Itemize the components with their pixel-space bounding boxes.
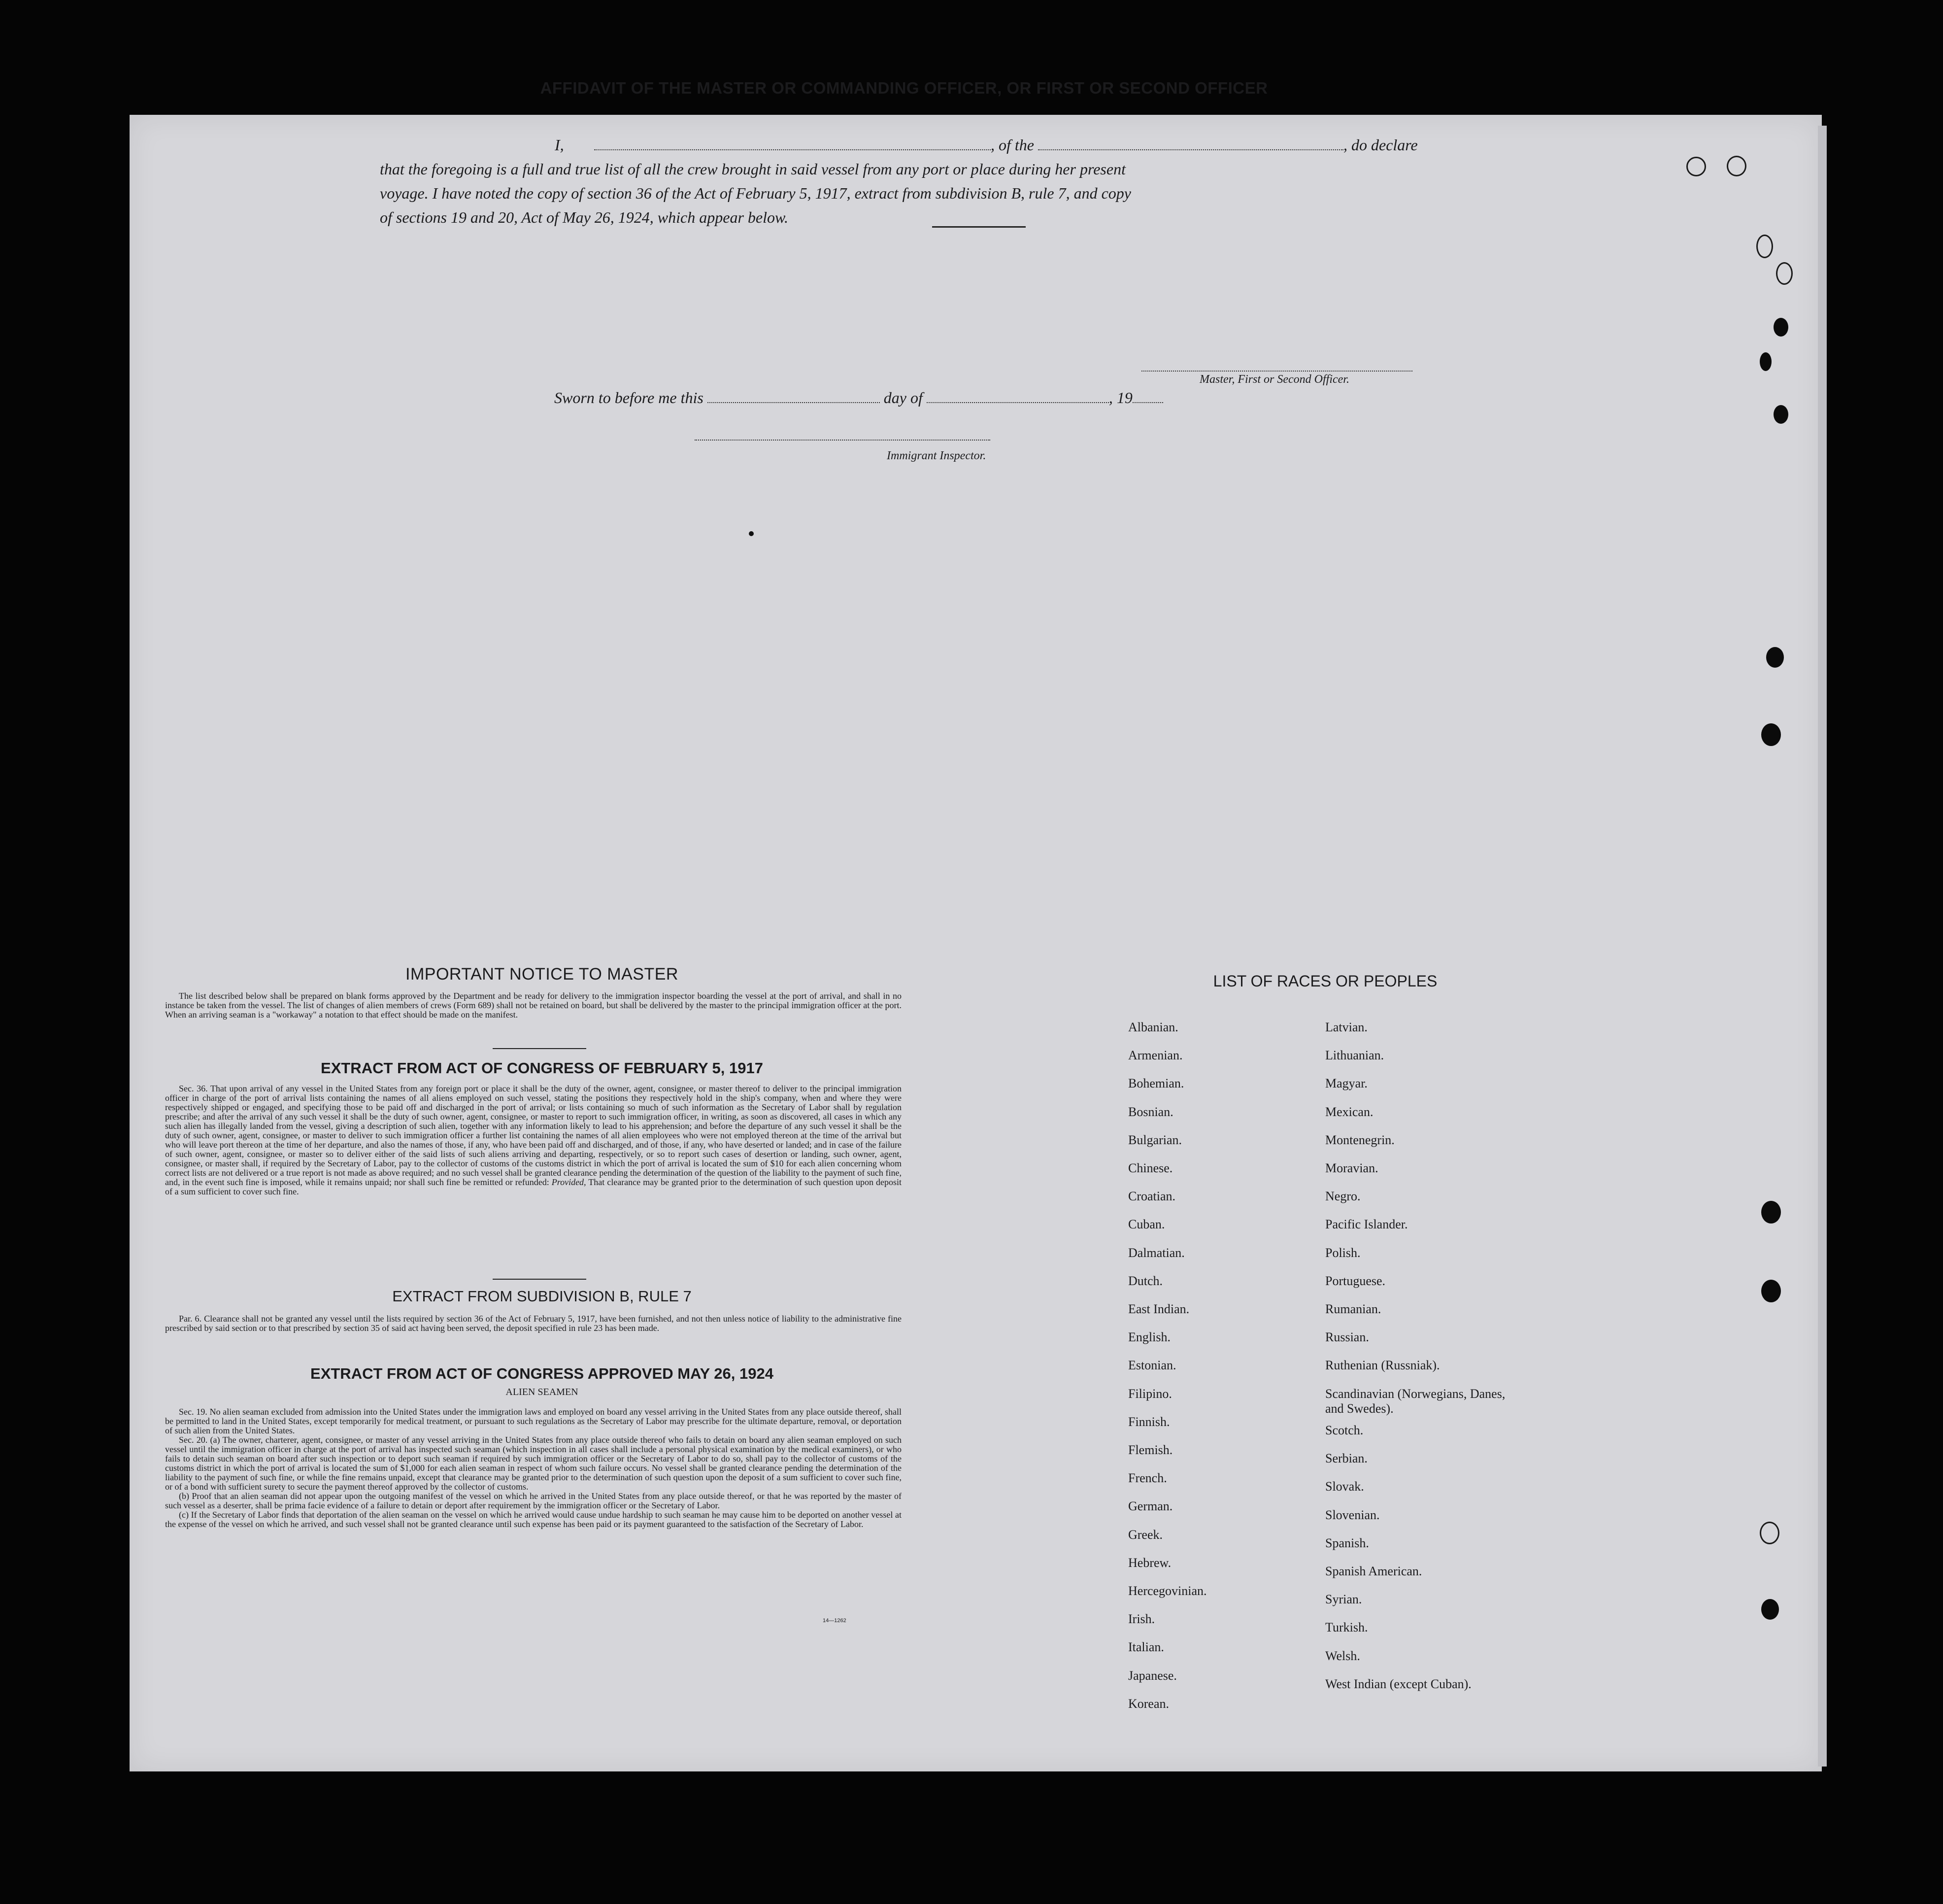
extract-1917-text-end: That clearance may be granted prior to the determination of such question upon deposit of a sum sufficient to cover such fine.	[165, 1177, 902, 1196]
race-item: Finnish.	[1128, 1415, 1170, 1429]
extract-1917-body	[165, 1084, 902, 1196]
race-item: Japanese.	[1128, 1668, 1177, 1683]
inspector-label: Immigrant Inspector.	[887, 449, 986, 462]
race-item: Welsh.	[1325, 1649, 1360, 1663]
binder-ring-mark	[1686, 157, 1706, 176]
punch-hole	[1774, 405, 1788, 424]
race-item: Cuban.	[1128, 1217, 1165, 1231]
race-item: Flemish.	[1128, 1443, 1173, 1457]
race-item: Lithuanian.	[1325, 1048, 1384, 1062]
notice-body	[165, 991, 902, 1020]
race-item: Estonian.	[1128, 1358, 1176, 1372]
race-item: Moravian.	[1325, 1161, 1378, 1175]
race-item: Scotch.	[1325, 1423, 1364, 1437]
race-item: Irish.	[1128, 1612, 1155, 1626]
sworn-day-blank[interactable]	[707, 389, 880, 403]
vessel-blank[interactable]	[1038, 136, 1343, 150]
notice-divider	[493, 1048, 586, 1049]
race-item: Mexican.	[1325, 1105, 1374, 1119]
page-edge	[1818, 126, 1827, 1767]
binder-ring-mark	[1756, 235, 1773, 258]
race-item: Turkish.	[1325, 1620, 1368, 1634]
extract-1924-sec20a: Sec. 20. (a) The owner, charterer, agent, consignee, or master of any vessel arriving in the United States from any place outside thereof who fails to detain on board any alien seaman employed on such vessel until the immigration officer in charge at the port of arrival has inspected such seaman (which inspection in all cases shall include a personal physical examination by the medical examiners), or who fails to detain such seaman on board after such inspection or to deport such seaman if required by such immigration officer or the Secretary of Labor to do so, shall pay to the collector of customs of the customs district in which the port of arrival is located the sum of $1,000 for each alien seaman in respect of whom such failure occurs. No vessel shall be granted clearance pending the determination of the liability to the payment of such fine, or while the fine remains unpaid, except that clearance may be granted prior to the determination of such question upon the deposit of a sum sufficient to cover such fine, or of a bond with sufficient surety to secure the payment thereof approved by the collector of customs.	[165, 1435, 902, 1492]
punch-hole	[1761, 1599, 1779, 1620]
extract-1917-proviso: Provided,	[551, 1177, 586, 1187]
punch-hole	[1760, 352, 1772, 371]
races-title: LIST OF RACES OR PEOPLES	[1213, 972, 1438, 990]
punch-hole	[1761, 1201, 1781, 1224]
race-item: Portuguese.	[1325, 1274, 1386, 1288]
sworn-day-of: day of	[883, 389, 923, 407]
notice-text: The list described below shall be prepared on blank forms approved by the Department and be ready for delivery to the immigration inspector boarding the vessel at the port of arrival, and shall in no instance be taken from the vessel. The list of changes of alien members of crews (Form 689) shall not be retained on board, but shall be delivered by the master to the principal immigration officer at the port. When an arriving seaman is a "workaway" a notation to that effect should be made on the manifest.	[165, 991, 902, 1020]
extract-1924-subtitle: ALIEN SEAMEN	[505, 1387, 578, 1397]
extract-1924-body	[165, 1407, 902, 1529]
race-item: Dalmatian.	[1128, 1246, 1185, 1260]
race-item: Croatian.	[1128, 1189, 1176, 1203]
ink-dot	[749, 531, 754, 536]
affidavit-title: AFFIDAVIT OF THE MASTER OR COMMANDING OFFICER, OR FIRST OR SECOND OFFICER	[540, 79, 1268, 97]
sworn-month-blank[interactable]	[927, 389, 1109, 403]
affidavit-line4: of sections 19 and 20, Act of May 26, 1924, which appear below.	[380, 208, 788, 226]
race-item: Bulgarian.	[1128, 1133, 1182, 1147]
race-item: Dutch.	[1128, 1274, 1163, 1288]
race-item: Italian.	[1128, 1640, 1164, 1654]
race-item: Russian.	[1325, 1330, 1369, 1344]
race-item: Negro.	[1325, 1189, 1361, 1203]
race-item: Slovak.	[1325, 1479, 1364, 1494]
extract-1917-title: EXTRACT FROM ACT OF CONGRESS OF FEBRUARY 5, 1917	[321, 1059, 763, 1077]
race-item: Scandinavian (Norwegians, Danes, and Swedes).	[1325, 1387, 1506, 1416]
race-item: Bosnian.	[1128, 1105, 1173, 1119]
affidavit-of-the: , of the	[991, 136, 1034, 154]
race-item: Hercegovinian.	[1128, 1584, 1207, 1598]
sworn-prefix: Sworn to before me this	[554, 389, 704, 407]
name-blank[interactable]	[594, 136, 991, 150]
race-item: Magyar.	[1325, 1076, 1368, 1090]
extract-1924-sec19: Sec. 19. No alien seaman excluded from admission into the United States under the immigration laws and employed on board any vessel arriving in the United States from any place outside thereof, shall be permitted to land in the United States, except temporarily for medical treatment, or pursuant to such regulations as the Secretary of Labor may prescribe for the ultimate departure, removal, or deportation of such alien from the United States.	[165, 1407, 902, 1435]
sworn-year-prefix: , 19	[1108, 389, 1133, 407]
affidavit-line1	[380, 133, 1418, 157]
extract-1917-divider	[493, 1279, 586, 1280]
binder-ring-mark	[1760, 1522, 1779, 1544]
extract-1924-title: EXTRACT FROM ACT OF CONGRESS APPROVED MAY 26, 1924	[310, 1365, 773, 1382]
race-item: Armenian.	[1128, 1048, 1183, 1062]
race-item: Spanish American.	[1325, 1564, 1422, 1578]
race-item: Slovenian.	[1325, 1508, 1380, 1522]
notice-title: IMPORTANT NOTICE TO MASTER	[405, 965, 678, 984]
race-item: Syrian.	[1325, 1592, 1362, 1606]
affidavit-declare: , do declare	[1343, 136, 1418, 154]
binder-ring-mark	[1727, 156, 1746, 176]
extract-1917-text: Sec. 36. That upon arrival of any vessel in the United States from any foreign port or place it shall be the duty of the owner, agent, consignee, or master thereof to deliver to the principal immigration officer in charge of the port of arrival lists containing the names of all aliens employed on such vessel, stating the positions they respectively hold in the ship's company, when and where they were respectively shipped or engaged, and specifying those to be paid off and discharged in the port of arrival; or lists containing so much of such information as the Secretary of Labor shall by regulation prescribe; and after the arrival of any such vessel it shall be the duty of such owner, agent, consignee, or master to report to such immigration officer, in writing, as soon as discovered, all cases in which any such alien has illegally landed from the vessel, giving a description of such alien, together with any information likely to lead to his apprehension; and before the departure of any such vessel it shall be the duty of such owner, agent, consignee, or master to deliver to such immigration officer a further list containing the names of all alien employees who were not employed thereon at the time of the arrival but who will leave port thereon at the time of her departure, and also the names of those, if any, who have been paid off and discharged, and of those, if any, who have deserted or landed; and in case of the failure of such owner, agent, consignee, or master so to deliver either of the said lists of such aliens arriving and departing, respectively, or so to report such cases of desertion or landing, such owner, agent, consignee, or master shall, if required by the Secretary of Labor, pay to the collector of customs of the customs district in which the port of arrival is located the sum of $10 for each alien concerning whom correct lists are not delivered or a true report is not made as above required; and no such vessel shall be granted clearance pending the determination of the question of the liability to the payment of such fine, and, in the event such fine is imposed, while it remains unpaid; nor shall such fine be remitted or refunded:	[165, 1084, 902, 1187]
race-item: Filipino.	[1128, 1387, 1172, 1401]
race-item: Spanish.	[1325, 1536, 1369, 1550]
punch-hole	[1766, 647, 1784, 668]
race-item: West Indian (except Cuban).	[1325, 1677, 1472, 1691]
race-item: Greek.	[1128, 1528, 1163, 1542]
form-number: 14—1262	[823, 1618, 846, 1624]
race-item: Pacific Islander.	[1325, 1217, 1408, 1231]
extract-rule7-body	[165, 1314, 902, 1333]
extract-1924-sec20b: (b) Proof that an alien seaman did not appear upon the outgoing manifest of the vessel on which he arrived in the United States from any place outside thereof, or that he was reported by the master of such vessel as a deserter, shall be prima facie evidence of a failure to detain or deport after requirement by the immigration officer or the Secretary of Labor.	[165, 1491, 902, 1510]
race-item: Polish.	[1325, 1246, 1361, 1260]
punch-hole	[1774, 318, 1788, 337]
race-item: Bohemian.	[1128, 1076, 1184, 1090]
race-item: Albanian.	[1128, 1020, 1178, 1034]
race-item: English.	[1128, 1330, 1171, 1344]
inspector-signature-line[interactable]	[695, 440, 990, 441]
extract-1924-sec20c: (c) If the Secretary of Labor finds that deportation of the alien seaman on the vessel on which he arrived would cause undue hardship to such seaman he may cause him to be deported on another vessel at the expense of the vessel on which he arrived, and such vessel shall not be granted clearance until such expense has been paid or its payment guaranteed to the satisfaction of the Secretary of Labor.	[165, 1510, 902, 1529]
binder-ring-mark	[1776, 262, 1793, 285]
punch-hole	[1761, 723, 1781, 746]
master-label: Master, First or Second Officer.	[1200, 373, 1349, 386]
sworn-line	[554, 389, 1163, 407]
extract-rule7-text: Par. 6. Clearance shall not be granted any vessel until the lists required by section 36 of the Act of February 5, 1917, have been furnished, and not then unless notice of liability to the administrative fine prescribed by said section or to that prescribed by section 35 of said act having been served, the deposit specified in rule 23 has been made.	[165, 1314, 902, 1333]
race-item: Montenegrin.	[1325, 1133, 1395, 1147]
race-item: Ruthenian (Russniak).	[1325, 1358, 1440, 1372]
race-item: Latvian.	[1325, 1020, 1368, 1034]
race-item: French.	[1128, 1471, 1167, 1485]
race-item: Chinese.	[1128, 1161, 1173, 1175]
affidavit-i: I,	[555, 136, 564, 154]
master-signature-line[interactable]	[1141, 371, 1412, 372]
affidavit-line2: that the foregoing is a full and true list of all the crew brought in said vessel from any port or place during her present	[380, 160, 1126, 178]
race-item: German.	[1128, 1499, 1173, 1513]
race-item: Rumanian.	[1325, 1302, 1381, 1316]
punch-hole	[1761, 1280, 1781, 1302]
sworn-year-blank[interactable]	[1133, 389, 1163, 403]
extract-rule7-title: EXTRACT FROM SUBDIVISION B, RULE 7	[392, 1288, 692, 1305]
affidavit-body	[380, 133, 1418, 230]
race-item: Hebrew.	[1128, 1556, 1172, 1570]
race-item: Serbian.	[1325, 1451, 1368, 1465]
race-item: East Indian.	[1128, 1302, 1190, 1316]
race-item: Korean.	[1128, 1697, 1170, 1711]
affidavit-line3: voyage. I have noted the copy of section 36 of the Act of February 5, 1917, extract from subdivision B, rule 7, and copy	[380, 184, 1131, 202]
